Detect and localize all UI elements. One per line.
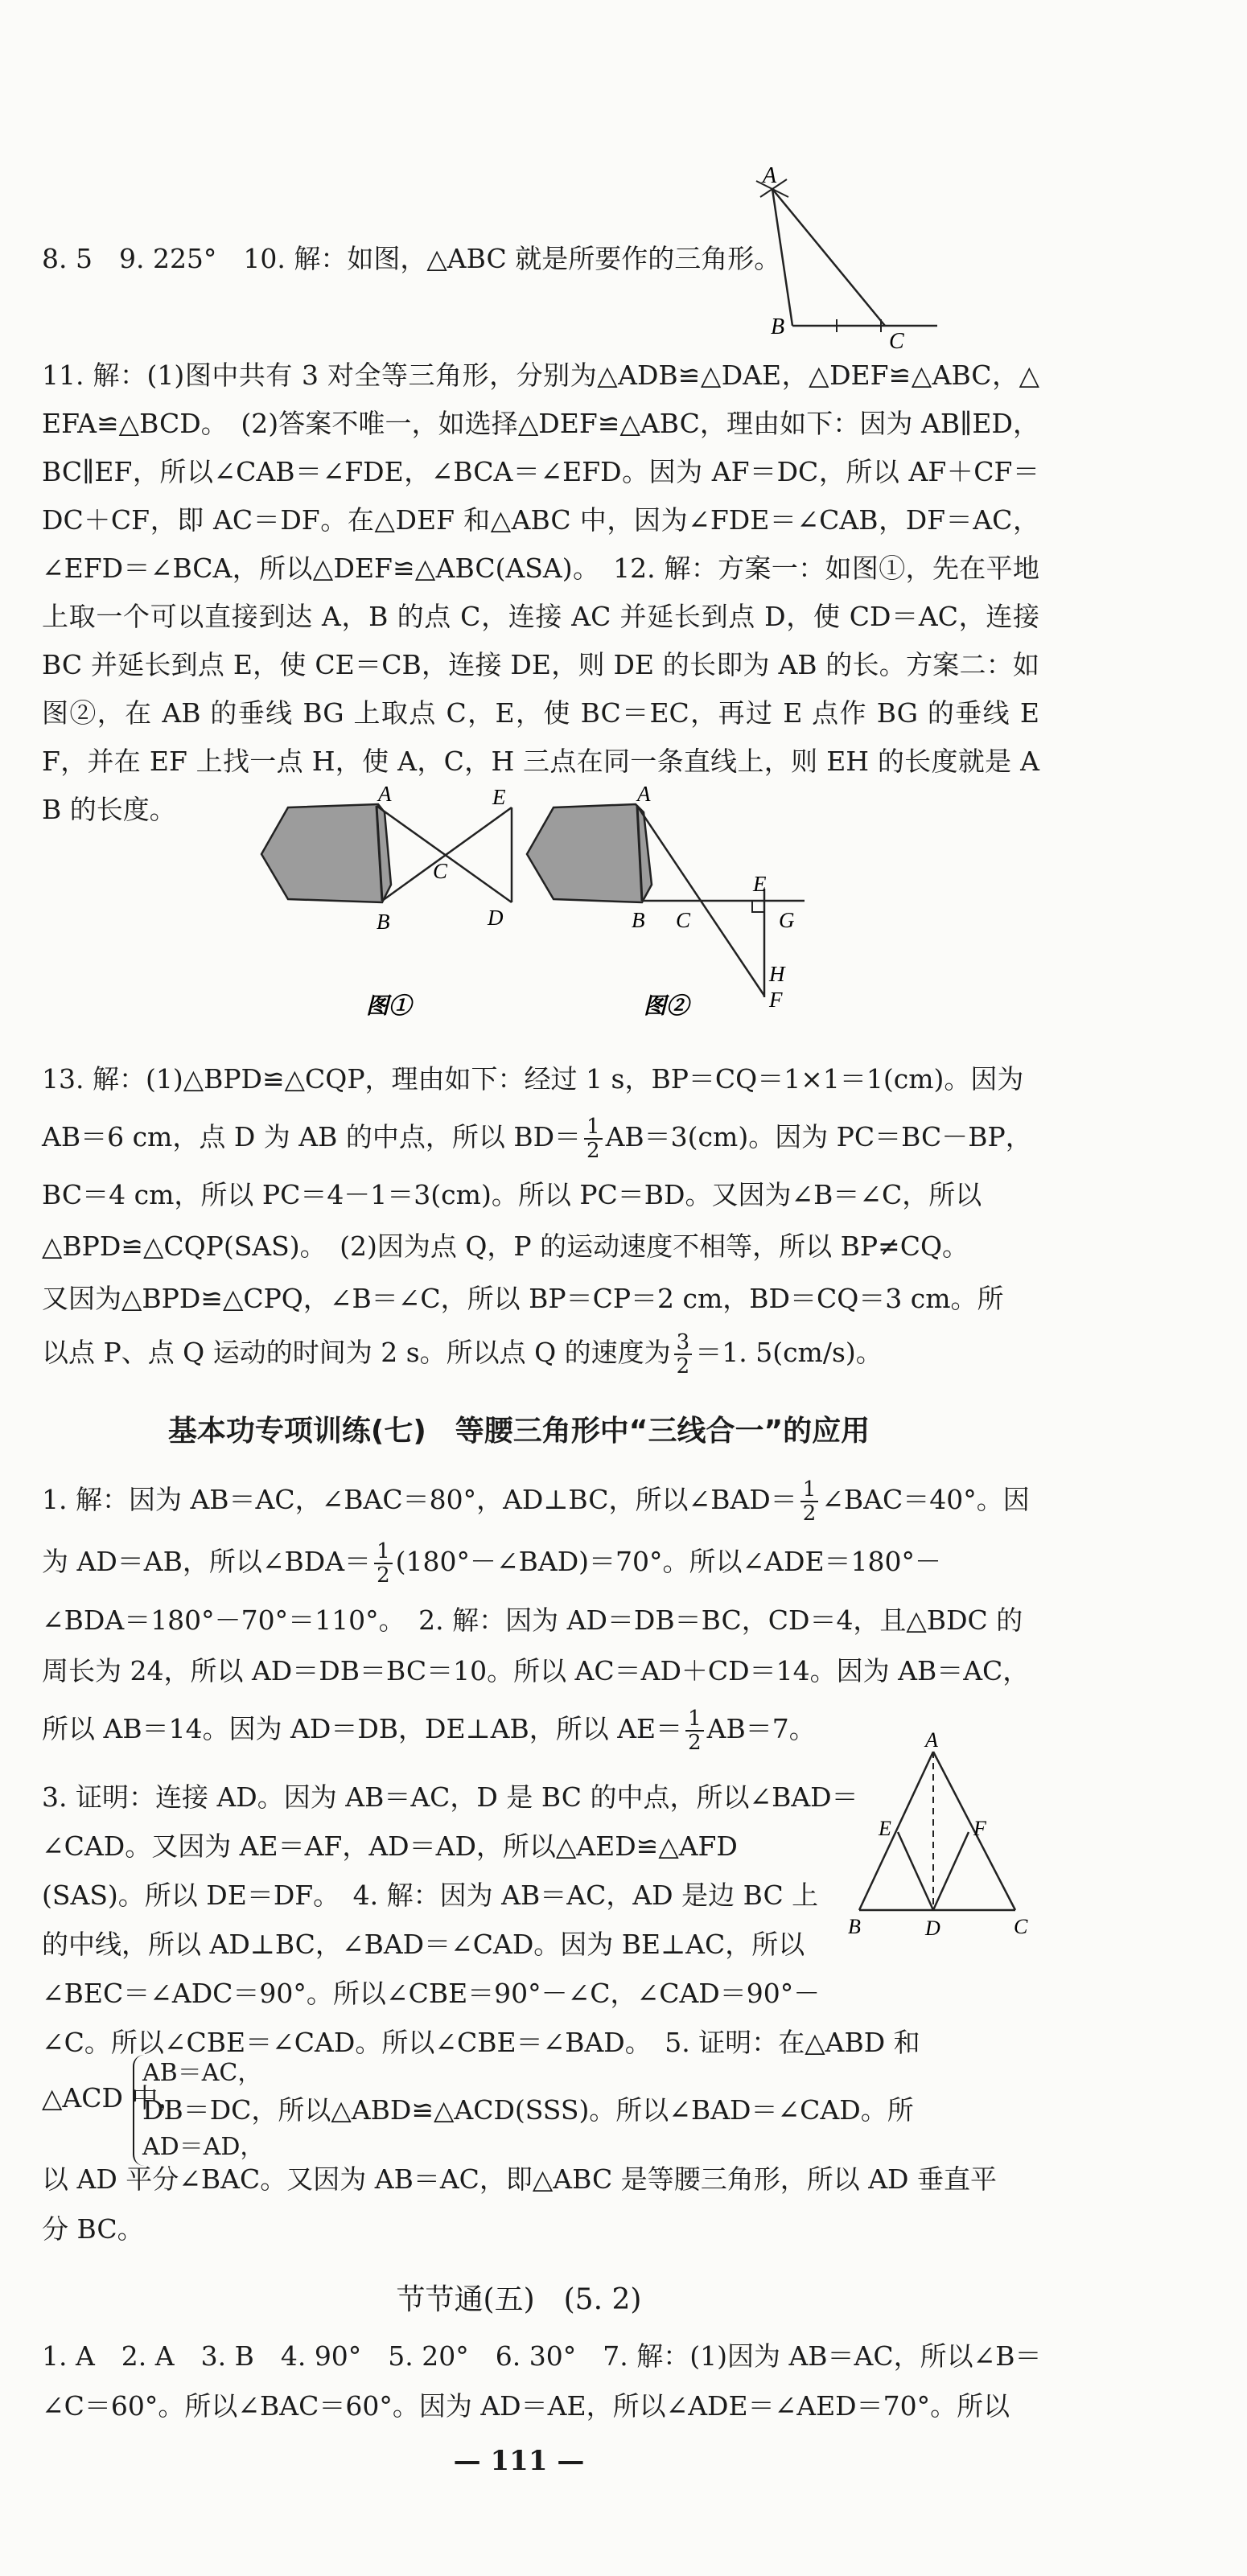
fig1-label-a: A	[378, 782, 392, 806]
fig2-label-f: F	[769, 988, 783, 1012]
fig1-caption: 图①	[366, 994, 412, 1019]
s3-line-9: 分 BC。	[42, 2213, 144, 2245]
q13-line-4: △BPD≌△CQP(SAS)。 (2)因为点 Q，P 的运动速度不相等，所以 BP≠CQ。	[42, 1230, 969, 1262]
fig2-label-a: A	[637, 782, 651, 806]
answers-8-10: 8. 5 9. 225° 10. 解：如图，△ABC 就是所要作的三角形。	[42, 243, 781, 274]
fig2-label-b: B	[632, 908, 645, 932]
figure-2	[515, 780, 821, 1021]
fig3-label-b: B	[848, 1915, 861, 1938]
jjt-title: 节节通(五) (5. 2)	[396, 2283, 642, 2316]
fig3-label-f: F	[973, 1817, 986, 1840]
system-row-2: DB＝DC，所以△ABD≌△ACD(SSS)。所以∠BAD＝∠CAD。所	[142, 2094, 914, 2126]
fig3-label-a: A	[925, 1729, 938, 1752]
equation-system	[133, 2055, 914, 2166]
s3-line-2: ∠CAD。又因为 AE＝AF，AD＝AD，所以△AED≌△AFD	[42, 1830, 738, 1862]
figure-1	[249, 780, 523, 1021]
figure-q10-triangle	[724, 165, 965, 354]
s1-line-2: 为 AD＝AB，所以∠BDA＝ $\frac{1}{2}$ (180°－∠BAD)＝70°。所以∠ADE＝180°－	[42, 1539, 942, 1588]
q13-line-1: 13. 解：(1)△BPD≌△CQP，理由如下：经过 1 s，BP＝CQ＝1×1＝1(cm)。因为	[42, 1063, 1024, 1095]
fig1-label-e: E	[492, 785, 506, 809]
answers-11-12: 11. 解：(1)图中共有 3 对全等三角形，分别为△ADB≌△DAE，△DEF≌△ABC，△EFA≌△BCD。 (2)答案不唯一，如选择△DEF≌△ABC，理由如下：因为 AB∥ED，BC∥EF，所以∠CAB＝∠FDE，∠BCA＝∠EFD。因为 AF＝DC，所以 AF＋CF＝DC＋CF，即 AC＝DF。在△DEF 和△ABC 中，因为∠FDE＝∠CAB，DF＝AC，∠EFD＝∠BCA，所以△DEF≌△ABC(ASA)。 12. 解：方案一：如图①，先在平地上取一个可以直接到达 A，B 的点 C，连接 AC 并延长到点 D，使 CD＝AC，连接 BC 并延长到点 E，使 CE＝CB，连接 DE，则 DE 的长即为 AB 的长。方案二：如图②，在 AB 的垂线 BG 上取点 C，E，使 BC＝EC，再过 E 点作 BG 的垂线 EF，并在 EF 上找一点 H，使 A，C，H 三点在同一条直线上，则 EH 的长度就是 AB 的长度。	[42, 359, 1039, 825]
fig1-label-c: C	[433, 859, 448, 883]
system-row-1: AB＝AC，	[142, 2059, 262, 2087]
s3-line-3: (SAS)。所以 DE＝DF。 4. 解：因为 AB＝AC，AD 是边 BC 上	[42, 1880, 819, 1911]
fig3-label-c: C	[1014, 1915, 1028, 1938]
fig2-label-e: E	[753, 872, 767, 896]
s3-line-8: 以 AD 平分∠BAC。又因为 AB＝AC，即△ABC 是等腰三角形，所以 AD 垂直平	[42, 2163, 997, 2195]
s1-line-3: ∠BDA＝180°－70°＝110°。 2. 解：因为 AD＝DB＝BC，CD＝4，且△BDC 的	[42, 1604, 1023, 1636]
fig3-label-d: D	[925, 1917, 940, 1940]
fig3-label-e: E	[879, 1817, 891, 1840]
fig10-label-c: C	[889, 329, 904, 354]
s3-line-7-prefix: △ACD 中，	[42, 2082, 185, 2114]
fraction: $\frac{1}{2}$	[685, 1707, 704, 1754]
q13-line-6: 以点 P、点 Q 运动的时间为 2 s。所以点 Q 的速度为 $\frac{3}{2}$ ＝1. 5(cm/s)。	[42, 1330, 883, 1378]
fig1-label-d: D	[488, 906, 504, 930]
system-row-3: AD＝AD，	[142, 2133, 265, 2161]
s3-line-4: 的中线，所以 AD⊥BC，∠BAD＝∠CAD。因为 BE⊥AC，所以	[42, 1929, 805, 1960]
figure-isosceles-triangle	[837, 1729, 1046, 1942]
s3-line-1: 3. 证明：连接 AD。因为 AB＝AC，D 是 BC 的中点，所以∠BAD＝	[42, 1781, 858, 1813]
fig2-label-h: H	[769, 962, 785, 986]
fig1-label-b: B	[377, 910, 390, 934]
fig2-label-c: C	[676, 908, 691, 932]
s1-line-5: 所以 AB＝14。因为 AD＝DB，DE⊥AB，所以 AE＝ $\frac{1}{2}$ AB＝7。	[42, 1707, 816, 1755]
page-number: — 111 —	[453, 2445, 585, 2477]
q13-line-2: AB＝6 cm，点 D 为 AB 的中点，所以 BD＝ $\frac{1}{2}$ AB＝3(cm)。因为 PC＝BC－BP，	[42, 1115, 1032, 1163]
q13-line-5: 又因为△BPD≌△CPQ，∠B＝∠C，所以 BP＝CP＝2 cm，BD＝CQ＝3 cm。所	[42, 1283, 1004, 1314]
jjt-line-1: 1. A 2. A 3. B 4. 90° 5. 20° 6. 30° 7. 解：(1)因为 AB＝AC，所以∠B＝	[42, 2340, 1042, 2372]
q13-line-3: BC＝4 cm，所以 PC＝4－1＝3(cm)。所以 PC＝BD。又因为∠B＝∠C，所以	[42, 1179, 982, 1210]
section-title: 基本功专项训练(七) 等腰三角形中“三线合一”的应用	[167, 1415, 870, 1448]
fig2-caption: 图②	[644, 994, 689, 1019]
fraction: $\frac{1}{2}$	[800, 1478, 819, 1525]
fig2-label-g: G	[779, 908, 795, 932]
fraction: $\frac{1}{2}$	[584, 1115, 603, 1162]
fig10-label-a: A	[763, 165, 777, 188]
s1-line-1: 1. 解：因为 AB＝AC，∠BAC＝80°，AD⊥BC，所以∠BAD＝ $\frac{1}{2}$ ∠BAC＝40°。因	[42, 1477, 1030, 1526]
jjt-line-2: ∠C＝60°。所以∠BAC＝60°。因为 AD＝AE，所以∠ADE＝∠AED＝70°。所以	[42, 2390, 1010, 2422]
s3-line-6: ∠C。所以∠CBE＝∠CAD。所以∠CBE＝∠BAD。 5. 证明：在△ABD 和	[42, 2027, 920, 2058]
s3-line-5: ∠BEC＝∠ADC＝90°。所以∠CBE＝90°－∠C，∠CAD＝90°－	[42, 1978, 821, 2009]
fraction: $\frac{3}{2}$	[674, 1331, 693, 1378]
fraction: $\frac{1}{2}$	[374, 1540, 393, 1587]
s1-line-4: 周长为 24，所以 AD＝DB＝BC＝10。所以 AC＝AD＋CD＝14。因为 AB＝AC，	[42, 1655, 1030, 1687]
fig10-label-b: B	[771, 314, 785, 339]
